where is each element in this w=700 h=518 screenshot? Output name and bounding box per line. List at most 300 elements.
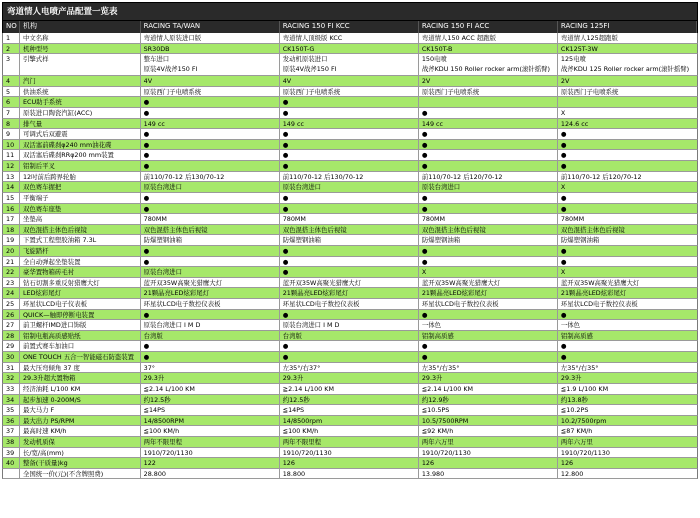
cell-model-2: ● xyxy=(280,150,419,160)
row-item: 双色赛车座垫 xyxy=(20,204,141,214)
sheet-title: 弯道情人电喷产品配置一览表 xyxy=(2,2,698,21)
cell-model-1: 28.800 xyxy=(141,469,280,479)
cell-model-2: 18.800 xyxy=(280,469,419,479)
table-row xyxy=(2,426,698,437)
row-item: 最大出力 PS/RPM xyxy=(20,416,141,426)
cell-model-3: 前110/70-12 后120/70-12 xyxy=(419,172,558,182)
row-item: 双色赛车握把 xyxy=(20,182,141,192)
cell-model-2: ● xyxy=(280,97,419,107)
cell-model-1: 4V xyxy=(141,76,280,86)
table-row xyxy=(2,416,698,427)
cell-model-2: ● xyxy=(280,108,419,118)
row-item: 坐垫高 xyxy=(20,214,141,224)
cell-model-1: 防爆塑钢油箱 xyxy=(141,235,280,245)
cell-model-2: ● xyxy=(280,204,419,214)
cell-model-3: ● xyxy=(419,246,558,256)
row-number: 16 xyxy=(3,204,20,214)
table-row xyxy=(2,299,698,310)
table-row xyxy=(2,161,698,172)
cell-model-3: 13.980 xyxy=(419,469,558,479)
row-item: 全自动弹起坐垫装置 xyxy=(20,257,141,267)
cell-model-2: 原装西门子电喷系统 xyxy=(280,87,419,97)
row-number: 6 xyxy=(3,97,20,107)
cell-model-4 xyxy=(558,54,697,75)
header-item: 机构 xyxy=(20,21,141,33)
row-item: 铝制后平叉 xyxy=(20,161,141,171)
cell-model-4: X xyxy=(560,109,566,118)
table-row xyxy=(2,352,698,363)
table-row xyxy=(2,172,698,183)
row-item: 起步加速 0-200M/S xyxy=(20,395,141,405)
cell-model-4: 126 xyxy=(560,459,574,468)
cell-model-4: ● xyxy=(560,342,567,351)
row-item: 前置式赛车加油口 xyxy=(20,341,141,351)
header-row xyxy=(2,21,698,33)
cell-model-1: ● xyxy=(141,129,280,139)
cell-model-2: 29.3升 xyxy=(280,373,419,383)
cell-model-2: ● xyxy=(280,193,419,203)
cell-model-3: ● xyxy=(419,108,558,118)
cell-model-2: 21颗晶亮LED炫彩尾灯 xyxy=(280,288,419,298)
cell-line-1: 125电喷 xyxy=(560,55,586,64)
table-row xyxy=(2,54,698,76)
cell-model-1: 1910/720/1130 xyxy=(141,448,280,458)
row-number: 29 xyxy=(3,341,20,351)
cell-model-1: 780MM xyxy=(141,214,280,224)
row-number xyxy=(3,469,20,479)
row-number: 12 xyxy=(3,161,20,171)
cell-model-2: ● xyxy=(280,140,419,150)
row-number: 15 xyxy=(3,193,20,203)
cell-model-3: 弯道情人150 ACC 超跑版 xyxy=(419,33,558,43)
cell-model-1: 原装台湾进口 I M D xyxy=(141,320,280,330)
row-item: 排气量 xyxy=(20,119,141,129)
cell-line-1: 150电喷 xyxy=(421,55,447,64)
row-number: 22 xyxy=(3,267,20,277)
cell-model-1: ● xyxy=(141,341,280,351)
table-row xyxy=(2,129,698,140)
cell-model-3: 两年六万里 xyxy=(419,437,558,447)
cell-model-2: 两年不限里程 xyxy=(280,437,419,447)
row-item: ONE TOUCH 五合一智能磁石防盗装置 xyxy=(20,352,141,362)
cell-model-1: 21颗晶亮LED炫彩尾灯 xyxy=(141,288,280,298)
cell-model-3: 29.3升 xyxy=(419,373,558,383)
table-row xyxy=(2,341,698,352)
row-number: 25 xyxy=(3,299,20,309)
cell-model-1: 149 cc xyxy=(141,119,280,129)
row-number: 2 xyxy=(3,44,20,54)
cell-model-4: ● xyxy=(560,257,567,266)
cell-model-2: ● xyxy=(280,257,419,267)
cell-model-1: 双色混搭主体色后视镜 xyxy=(141,225,280,235)
cell-model-3: ● xyxy=(419,140,558,150)
cell-model-2: 126 xyxy=(280,458,419,468)
cell-model-4: 双色混搭主体色后视镜 xyxy=(560,225,625,234)
cell-model-3: 铝制高质感 xyxy=(419,331,558,341)
row-item: 最大马力 F xyxy=(20,405,141,415)
cell-model-3: 780MM xyxy=(419,214,558,224)
row-number: 26 xyxy=(3,310,20,320)
cell-model-3: 21颗晶亮LED炫彩尾灯 xyxy=(419,288,558,298)
row-number: 17 xyxy=(3,214,20,224)
table-row xyxy=(2,225,698,236)
table-row xyxy=(2,140,698,151)
row-number: 19 xyxy=(3,235,20,245)
row-number: 30 xyxy=(3,352,20,362)
cell-model-2: ● xyxy=(280,341,419,351)
row-number: 37 xyxy=(3,426,20,436)
row-item: 12吋前后跨界轮胎 xyxy=(20,172,141,182)
row-item: 最大压弯倾角 37 度 xyxy=(20,363,141,373)
row-item: 整备(干质量)kg xyxy=(20,458,141,468)
row-item: ECU助手系统 xyxy=(20,97,141,107)
cell-model-4: 一体色 xyxy=(560,321,581,330)
cell-model-3: 约12.9秒 xyxy=(419,395,558,405)
cell-model-2: ● xyxy=(280,246,419,256)
cell-model-2: ● xyxy=(280,267,419,277)
row-number: 21 xyxy=(3,257,20,267)
table-row xyxy=(2,278,698,289)
table-row xyxy=(2,246,698,257)
table-row xyxy=(2,267,698,278)
cell-model-4: ≦87 KM/h xyxy=(560,427,593,436)
cell-model-3: 149 cc xyxy=(419,119,558,129)
cell-model-1 xyxy=(141,54,280,75)
header-model-2: RACING 150 FI KCC xyxy=(280,21,419,33)
row-number: 7 xyxy=(3,108,20,118)
cell-model-3: ● xyxy=(419,310,558,320)
cell-model-3: ● xyxy=(419,161,558,171)
config-sheet xyxy=(2,2,698,479)
row-number: 11 xyxy=(3,150,20,160)
cell-model-3: ● xyxy=(419,193,558,203)
cell-model-4: 124.6 cc xyxy=(560,119,589,128)
table-row xyxy=(2,97,698,108)
row-number: 38 xyxy=(3,437,20,447)
cell-model-1: ● xyxy=(141,310,280,320)
row-number: 31 xyxy=(3,363,20,373)
cell-line-1: 整车进口 xyxy=(143,55,170,64)
cell-model-4: 780MM xyxy=(560,215,585,224)
table-row xyxy=(2,288,698,299)
cell-model-3: ≦92 KM/h xyxy=(419,426,558,436)
cell-model-3: 2V xyxy=(419,76,558,86)
table-row xyxy=(2,320,698,331)
table-row xyxy=(2,204,698,215)
table-row xyxy=(2,363,698,374)
row-item: 引擎式样 xyxy=(20,54,141,75)
cell-model-2: 左35°/右37° xyxy=(280,363,419,373)
cell-model-2: ≦100 KM/h xyxy=(280,426,419,436)
header-model-1: RACING TA/WAN xyxy=(141,21,280,33)
cell-model-2: 蓝开双35W高聚光猎鹰大灯 xyxy=(280,278,419,288)
table-row xyxy=(2,182,698,193)
cell-model-1: 原装西门子电喷系统 xyxy=(141,87,280,97)
row-item: 环星状LCD电子仪表板 xyxy=(20,299,141,309)
cell-model-2: 原装台湾进口 xyxy=(280,182,419,192)
cell-model-2: ≦14PS xyxy=(280,405,419,415)
row-item: 长/宽/高(mm) xyxy=(20,448,141,458)
row-item: 飞旋踏杆 xyxy=(20,246,141,256)
row-item: 机种型号 xyxy=(20,44,141,54)
cell-model-2: 环星状LCD电子数控仪表板 xyxy=(280,299,419,309)
cell-model-3: ● xyxy=(419,150,558,160)
cell-line-2: 原装4V战斧150 FI xyxy=(282,65,337,74)
row-item: 豪华置物箱砖毛衬 xyxy=(20,267,141,277)
cell-model-2: 前110/70-12 后130/70-12 xyxy=(280,172,419,182)
cell-model-1: ≦14PS xyxy=(141,405,280,415)
row-item: 双活塞前碟刹φ240 mm油花碟 xyxy=(20,140,141,150)
cell-model-3: 防爆塑钢油箱 xyxy=(419,235,558,245)
cell-model-1: ● xyxy=(141,257,280,267)
cell-model-4: ● xyxy=(560,193,567,202)
table-row xyxy=(2,33,698,44)
row-number: 32 xyxy=(3,373,20,383)
cell-model-3 xyxy=(419,97,558,107)
cell-model-4 xyxy=(558,97,697,107)
cell-model-4: 左35°/右35° xyxy=(560,363,599,372)
cell-model-1: 弯道情人原装进口版 xyxy=(141,33,280,43)
cell-model-4: 12.800 xyxy=(560,469,584,478)
row-number: 9 xyxy=(3,129,20,139)
table-row xyxy=(2,193,698,204)
cell-model-1: ● xyxy=(141,352,280,362)
row-item: 29.3升超大置物箱 xyxy=(20,373,141,383)
cell-model-3: 原装西门子电喷系统 xyxy=(419,87,558,97)
table-row xyxy=(2,87,698,98)
row-number: 34 xyxy=(3,395,20,405)
row-item: 可调式后双避震 xyxy=(20,129,141,139)
table-body xyxy=(2,33,698,479)
row-number: 14 xyxy=(3,182,20,192)
row-number: 35 xyxy=(3,405,20,415)
cell-model-4: 2V xyxy=(560,77,570,86)
cell-model-4: ● xyxy=(560,353,567,362)
table-row xyxy=(2,458,698,469)
cell-model-4: ≦1.9 L/100 KM xyxy=(560,384,609,393)
cell-line-2: 战斧KDU 125 Roller rocker arm(滚针摇臂) xyxy=(560,65,690,74)
cell-model-3: ● xyxy=(419,257,558,267)
cell-model-3: 双色混搭主体色后视镜 xyxy=(419,225,558,235)
row-item: 中文名称 xyxy=(20,33,141,43)
cell-model-2: 防爆塑钢油箱 xyxy=(280,235,419,245)
row-number: 28 xyxy=(3,331,20,341)
cell-model-2: ● xyxy=(280,161,419,171)
cell-model-2: ≧2.14 L/100 KM xyxy=(280,384,419,394)
cell-model-1: 两年不限里程 xyxy=(141,437,280,447)
cell-model-1: 37° xyxy=(141,363,280,373)
cell-model-1: ● xyxy=(141,97,280,107)
cell-model-3: 蓝开双35W高聚光猎鹰大灯 xyxy=(419,278,558,288)
table-row xyxy=(2,437,698,448)
table-row xyxy=(2,257,698,268)
row-item: 发动机质保 xyxy=(20,437,141,447)
cell-model-1: 约12.5秒 xyxy=(141,395,280,405)
table-row xyxy=(2,76,698,87)
cell-model-4: ● xyxy=(560,130,567,139)
row-item: QUICK—触即停断电装置 xyxy=(20,310,141,320)
cell-model-4: ● xyxy=(560,310,567,319)
row-number: 27 xyxy=(3,320,20,330)
cell-model-2: 双色混搭主体色后视镜 xyxy=(280,225,419,235)
cell-model-2: ● xyxy=(280,352,419,362)
table-row xyxy=(2,405,698,416)
cell-model-3: 环星状LCD电子数控仪表板 xyxy=(419,299,558,309)
row-number: 39 xyxy=(3,448,20,458)
cell-model-4: ● xyxy=(560,140,567,149)
cell-model-4: 10.2/7500rpm xyxy=(560,416,607,425)
cell-model-1: ● xyxy=(141,204,280,214)
table-row xyxy=(2,331,698,342)
cell-line-1: 发动机原装进口 xyxy=(282,55,328,64)
cell-model-3: ● xyxy=(419,352,558,362)
row-item: 双色混搭主体色后视镜 xyxy=(20,225,141,235)
row-number: 18 xyxy=(3,225,20,235)
row-item: 最高时速 KM/h xyxy=(20,426,141,436)
cell-model-4: 弯道情人125超跑版 xyxy=(560,34,618,42)
row-item: 全国统一价(元)(不含牌照费) xyxy=(20,469,141,479)
cell-model-4: ● xyxy=(560,204,567,213)
row-number: 8 xyxy=(3,119,20,129)
cell-model-3: 原装台湾进口 xyxy=(419,182,558,192)
cell-model-1: ≦2.14 L/100 KM xyxy=(141,384,280,394)
cell-model-4: CK125T-3W xyxy=(560,44,598,53)
row-item: 双活塞后碟刹RRφ200 mm装置 xyxy=(20,150,141,160)
cell-model-2: 弯道情人顶级版 KCC xyxy=(280,33,419,43)
table-row xyxy=(2,395,698,406)
cell-model-1: 台湾版 xyxy=(141,331,280,341)
cell-model-2: 原装台湾进口 I M D xyxy=(280,320,419,330)
table-row xyxy=(2,44,698,55)
cell-model-2: 4V xyxy=(280,76,419,86)
table-row xyxy=(2,469,698,480)
cell-model-3: 126 xyxy=(419,458,558,468)
cell-model-1: ≦100 KM/h xyxy=(141,426,280,436)
cell-model-3: ● xyxy=(419,204,558,214)
cell-model-1: ● xyxy=(141,161,280,171)
row-number: 23 xyxy=(3,278,20,288)
cell-model-2: 14/8500rpm xyxy=(280,416,419,426)
cell-model-2: CK150T-G xyxy=(280,44,419,54)
header-model-3: RACING 150 FI ACC xyxy=(419,21,558,33)
row-item: 钻石切割多重反射猎鹰大灯 xyxy=(20,278,141,288)
cell-model-4: X xyxy=(560,268,566,277)
cell-line-2: 战斧KDU 150 Roller rocker arm(滚针摇臂) xyxy=(421,65,551,74)
cell-line-2: 原装4V战斧150 FI xyxy=(143,65,198,74)
row-number: 24 xyxy=(3,288,20,298)
cell-model-1: 29.3升 xyxy=(141,373,280,383)
cell-model-3: 一体色 xyxy=(419,320,558,330)
cell-model-4: 环星状LCD电子数控仪表板 xyxy=(560,300,638,309)
cell-model-4: 铝制高质感 xyxy=(560,331,593,340)
table-row xyxy=(2,119,698,130)
cell-model-4: 约13.8秒 xyxy=(560,395,588,404)
cell-model-4: 29.3升 xyxy=(560,374,582,383)
cell-model-1: SR30DB xyxy=(141,44,280,54)
table-row xyxy=(2,235,698,246)
cell-model-3: 左35°/右35° xyxy=(419,363,558,373)
table-row xyxy=(2,373,698,384)
cell-model-2: 149 cc xyxy=(280,119,419,129)
row-item: 原装进口陶瓷汽缸(ACC) xyxy=(20,108,141,118)
cell-model-4: 原装西门子电喷系统 xyxy=(560,87,619,96)
cell-model-1: ● xyxy=(141,140,280,150)
cell-model-3: ● xyxy=(419,129,558,139)
row-number: 13 xyxy=(3,172,20,182)
table-row xyxy=(2,384,698,395)
cell-model-3: X xyxy=(419,267,558,277)
cell-model-2 xyxy=(280,54,419,75)
row-number: 1 xyxy=(3,33,20,43)
cell-model-4: 蓝开双35W高聚光猎鹰大灯 xyxy=(560,278,640,287)
cell-model-1: 原装台湾进口 xyxy=(141,182,280,192)
cell-model-4: X xyxy=(560,183,566,192)
header-no: NO xyxy=(3,21,20,33)
row-item: 供油系统 xyxy=(20,87,141,97)
cell-model-1: 环星状LCD电子数控仪表板 xyxy=(141,299,280,309)
cell-model-2: 约12.5秒 xyxy=(280,395,419,405)
cell-model-4: ● xyxy=(560,151,567,160)
table-row xyxy=(2,150,698,161)
cell-model-4: ● xyxy=(560,162,567,171)
row-number: 10 xyxy=(3,140,20,150)
cell-model-4: ● xyxy=(560,246,567,255)
cell-model-2: 台湾版 xyxy=(280,331,419,341)
cell-model-3: 1910/720/1130 xyxy=(419,448,558,458)
row-number: 33 xyxy=(3,384,20,394)
cell-model-4: 两年六万里 xyxy=(560,437,593,446)
header-model-4: RACING 125FI xyxy=(558,21,697,33)
table-row xyxy=(2,108,698,119)
row-number: 4 xyxy=(3,76,20,86)
row-number: 36 xyxy=(3,416,20,426)
cell-model-3: CK150T-B xyxy=(419,44,558,54)
cell-model-2: 1910/720/1130 xyxy=(280,448,419,458)
cell-model-2: ● xyxy=(280,310,419,320)
cell-model-4: ≦10.2PS xyxy=(560,406,589,415)
row-item: 汽门 xyxy=(20,76,141,86)
cell-model-3: ≦2.14 L/100 KM xyxy=(419,384,558,394)
row-item: 前卫螺杆IMD进口饰版 xyxy=(20,320,141,330)
row-number: 40 xyxy=(3,458,20,468)
cell-model-1: 122 xyxy=(141,458,280,468)
row-item: 下置式工程塑胶油箱 7.3L xyxy=(20,235,141,245)
cell-model-1: ● xyxy=(141,150,280,160)
cell-model-1: ● xyxy=(141,108,280,118)
cell-model-2: ● xyxy=(280,129,419,139)
cell-model-3 xyxy=(419,54,558,75)
cell-model-1: ● xyxy=(141,246,280,256)
cell-model-1: ● xyxy=(141,193,280,203)
table-row xyxy=(2,310,698,321)
cell-model-3: 10.5/7500RPM xyxy=(419,416,558,426)
row-number: 5 xyxy=(3,87,20,97)
row-item: 铝制电瓶高质感贴纸 xyxy=(20,331,141,341)
cell-model-2: 780MM xyxy=(280,214,419,224)
cell-model-4: 21颗晶亮LED炫彩尾灯 xyxy=(560,289,627,298)
row-number: 3 xyxy=(3,54,20,75)
cell-model-4: 前110/70-12 后120/70-12 xyxy=(560,172,642,181)
row-number: 20 xyxy=(3,246,20,256)
cell-model-1: 14/8500RPM xyxy=(141,416,280,426)
row-item: 经济油耗 L/100 KM xyxy=(20,384,141,394)
cell-model-4: 防爆塑钢油箱 xyxy=(560,236,600,245)
cell-model-1: 蓝开双35W高聚光猎鹰大灯 xyxy=(141,278,280,288)
row-item: LED炫彩尾灯 xyxy=(20,288,141,298)
cell-model-1: 原装台湾进口 xyxy=(141,267,280,277)
cell-model-4: 1910/720/1130 xyxy=(560,448,610,457)
row-item: 平衡端子 xyxy=(20,193,141,203)
